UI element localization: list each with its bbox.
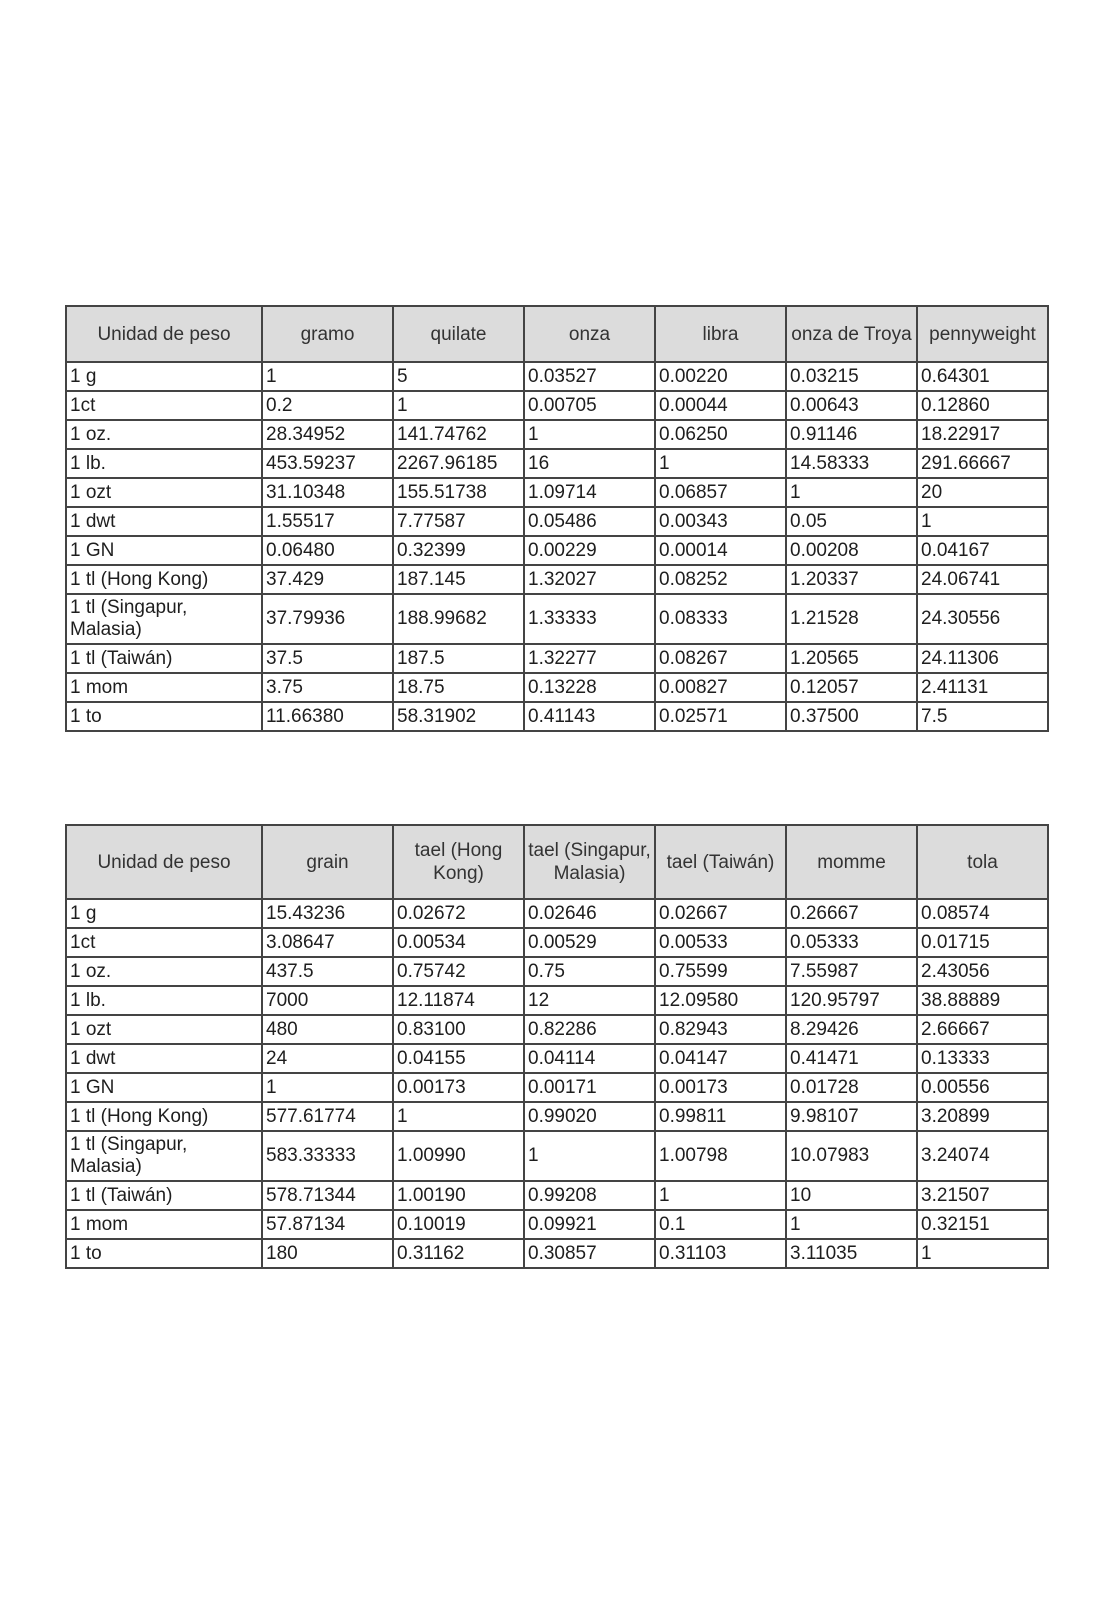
unit-label-cell: 1 dwt bbox=[66, 1044, 262, 1073]
header-row bbox=[66, 825, 1048, 899]
value-cell: 1 bbox=[524, 420, 655, 449]
unit-label-cell: 1 lb. bbox=[66, 449, 262, 478]
value-cell: 0.75742 bbox=[393, 957, 524, 986]
unit-label-cell: 1 tl (Taiwán) bbox=[66, 1181, 262, 1210]
value-cell: 0.10019 bbox=[393, 1210, 524, 1239]
value-cell: 0.00229 bbox=[524, 536, 655, 565]
value-cell: 0.00827 bbox=[655, 673, 786, 702]
column-header: tael (Singapur, Malasia) bbox=[524, 825, 655, 899]
value-cell: 0.03527 bbox=[524, 362, 655, 391]
value-cell: 180 bbox=[262, 1239, 393, 1268]
value-cell: 3.11035 bbox=[786, 1239, 917, 1268]
value-cell: 0.09921 bbox=[524, 1210, 655, 1239]
table-row bbox=[66, 928, 1048, 957]
value-cell: 58.31902 bbox=[393, 702, 524, 731]
unit-label-cell: 1ct bbox=[66, 928, 262, 957]
value-cell: 0.06250 bbox=[655, 420, 786, 449]
value-cell: 0.13228 bbox=[524, 673, 655, 702]
value-cell: 0.02672 bbox=[393, 899, 524, 928]
column-header: gramo bbox=[262, 306, 393, 362]
unit-label-cell: 1 oz. bbox=[66, 957, 262, 986]
table-row bbox=[66, 1073, 1048, 1102]
value-cell: 24.06741 bbox=[917, 565, 1048, 594]
value-cell: 0.75599 bbox=[655, 957, 786, 986]
value-cell: 37.429 bbox=[262, 565, 393, 594]
value-cell: 9.98107 bbox=[786, 1102, 917, 1131]
value-cell: 0.04114 bbox=[524, 1044, 655, 1073]
value-cell: 1.55517 bbox=[262, 507, 393, 536]
column-header: tael (Hong Kong) bbox=[393, 825, 524, 899]
value-cell: 1 bbox=[917, 507, 1048, 536]
value-cell: 0.02646 bbox=[524, 899, 655, 928]
table-row bbox=[66, 1015, 1048, 1044]
column-header: Unidad de peso bbox=[66, 825, 262, 899]
value-cell: 0.12057 bbox=[786, 673, 917, 702]
value-cell: 0.26667 bbox=[786, 899, 917, 928]
unit-label-cell: 1 oz. bbox=[66, 420, 262, 449]
value-cell: 0.30857 bbox=[524, 1239, 655, 1268]
value-cell: 11.66380 bbox=[262, 702, 393, 731]
unit-label-cell: 1 tl (Hong Kong) bbox=[66, 1102, 262, 1131]
unit-label-cell: 1 GN bbox=[66, 536, 262, 565]
unit-label-cell: 1 ozt bbox=[66, 478, 262, 507]
value-cell: 37.5 bbox=[262, 644, 393, 673]
column-header: tola bbox=[917, 825, 1048, 899]
value-cell: 24 bbox=[262, 1044, 393, 1073]
value-cell: 0.00643 bbox=[786, 391, 917, 420]
value-cell: 578.71344 bbox=[262, 1181, 393, 1210]
value-cell: 0.99811 bbox=[655, 1102, 786, 1131]
table-row bbox=[66, 1044, 1048, 1073]
table-row bbox=[66, 594, 1048, 644]
table-body bbox=[66, 362, 1048, 731]
value-cell: 38.88889 bbox=[917, 986, 1048, 1015]
value-cell: 10.07983 bbox=[786, 1131, 917, 1181]
table-row bbox=[66, 1210, 1048, 1239]
value-cell: 0.82943 bbox=[655, 1015, 786, 1044]
value-cell: 0.37500 bbox=[786, 702, 917, 731]
value-cell: 1 bbox=[655, 1181, 786, 1210]
value-cell: 1.32277 bbox=[524, 644, 655, 673]
value-cell: 291.66667 bbox=[917, 449, 1048, 478]
value-cell: 187.5 bbox=[393, 644, 524, 673]
value-cell: 0.08574 bbox=[917, 899, 1048, 928]
weight-conversion-table-1 bbox=[65, 305, 1049, 732]
value-cell: 7.5 bbox=[917, 702, 1048, 731]
value-cell: 1.09714 bbox=[524, 478, 655, 507]
value-cell: 12.09580 bbox=[655, 986, 786, 1015]
value-cell: 0.1 bbox=[655, 1210, 786, 1239]
value-cell: 0.05333 bbox=[786, 928, 917, 957]
value-cell: 16 bbox=[524, 449, 655, 478]
value-cell: 18.22917 bbox=[917, 420, 1048, 449]
value-cell: 3.75 bbox=[262, 673, 393, 702]
value-cell: 1.33333 bbox=[524, 594, 655, 644]
value-cell: 0.08267 bbox=[655, 644, 786, 673]
value-cell: 1 bbox=[524, 1131, 655, 1181]
value-cell: 5 bbox=[393, 362, 524, 391]
value-cell: 7000 bbox=[262, 986, 393, 1015]
value-cell: 0.04155 bbox=[393, 1044, 524, 1073]
table-row bbox=[66, 420, 1048, 449]
value-cell: 2.41131 bbox=[917, 673, 1048, 702]
value-cell: 0.00705 bbox=[524, 391, 655, 420]
weight-conversion-table-2 bbox=[65, 824, 1049, 1269]
value-cell: 0.00208 bbox=[786, 536, 917, 565]
value-cell: 0.91146 bbox=[786, 420, 917, 449]
value-cell: 0.03215 bbox=[786, 362, 917, 391]
value-cell: 1 bbox=[786, 478, 917, 507]
value-cell: 187.145 bbox=[393, 565, 524, 594]
unit-label-cell: 1 to bbox=[66, 702, 262, 731]
value-cell: 57.87134 bbox=[262, 1210, 393, 1239]
value-cell: 0.64301 bbox=[917, 362, 1048, 391]
unit-label-cell: 1 GN bbox=[66, 1073, 262, 1102]
value-cell: 0.00533 bbox=[655, 928, 786, 957]
value-cell: 0.04147 bbox=[655, 1044, 786, 1073]
column-header: grain bbox=[262, 825, 393, 899]
value-cell: 155.51738 bbox=[393, 478, 524, 507]
value-cell: 1 bbox=[262, 1073, 393, 1102]
table-row bbox=[66, 449, 1048, 478]
value-cell: 0.99208 bbox=[524, 1181, 655, 1210]
value-cell: 1.20565 bbox=[786, 644, 917, 673]
column-header: onza de Troya bbox=[786, 306, 917, 362]
unit-label-cell: 1 lb. bbox=[66, 986, 262, 1015]
value-cell: 0.08252 bbox=[655, 565, 786, 594]
value-cell: 0.02667 bbox=[655, 899, 786, 928]
column-header: pennyweight bbox=[917, 306, 1048, 362]
value-cell: 3.21507 bbox=[917, 1181, 1048, 1210]
unit-label-cell: 1 ozt bbox=[66, 1015, 262, 1044]
value-cell: 1 bbox=[655, 449, 786, 478]
value-cell: 188.99682 bbox=[393, 594, 524, 644]
table-header bbox=[66, 825, 1048, 899]
column-header: quilate bbox=[393, 306, 524, 362]
value-cell: 0.83100 bbox=[393, 1015, 524, 1044]
value-cell: 0.04167 bbox=[917, 536, 1048, 565]
value-cell: 1 bbox=[786, 1210, 917, 1239]
value-cell: 437.5 bbox=[262, 957, 393, 986]
value-cell: 0.06480 bbox=[262, 536, 393, 565]
value-cell: 0.01728 bbox=[786, 1073, 917, 1102]
value-cell: 583.33333 bbox=[262, 1131, 393, 1181]
value-cell: 141.74762 bbox=[393, 420, 524, 449]
column-header: libra bbox=[655, 306, 786, 362]
unit-label-cell: 1 to bbox=[66, 1239, 262, 1268]
value-cell: 0.00529 bbox=[524, 928, 655, 957]
value-cell: 0.00556 bbox=[917, 1073, 1048, 1102]
value-cell: 0.06857 bbox=[655, 478, 786, 507]
unit-label-cell: 1 dwt bbox=[66, 507, 262, 536]
value-cell: 10 bbox=[786, 1181, 917, 1210]
value-cell: 0.00220 bbox=[655, 362, 786, 391]
value-cell: 20 bbox=[917, 478, 1048, 507]
value-cell: 8.29426 bbox=[786, 1015, 917, 1044]
value-cell: 0.00173 bbox=[655, 1073, 786, 1102]
value-cell: 2.66667 bbox=[917, 1015, 1048, 1044]
value-cell: 577.61774 bbox=[262, 1102, 393, 1131]
value-cell: 0.00534 bbox=[393, 928, 524, 957]
value-cell: 18.75 bbox=[393, 673, 524, 702]
unit-label-cell: 1 tl (Taiwán) bbox=[66, 644, 262, 673]
table-row bbox=[66, 957, 1048, 986]
value-cell: 15.43236 bbox=[262, 899, 393, 928]
value-cell: 3.24074 bbox=[917, 1131, 1048, 1181]
value-cell: 2.43056 bbox=[917, 957, 1048, 986]
column-header: tael (Taiwán) bbox=[655, 825, 786, 899]
value-cell: 0.05486 bbox=[524, 507, 655, 536]
value-cell: 12.11874 bbox=[393, 986, 524, 1015]
table-row bbox=[66, 565, 1048, 594]
value-cell: 0.31103 bbox=[655, 1239, 786, 1268]
value-cell: 1.20337 bbox=[786, 565, 917, 594]
unit-label-cell: 1 mom bbox=[66, 1210, 262, 1239]
value-cell: 0.12860 bbox=[917, 391, 1048, 420]
value-cell: 1 bbox=[917, 1239, 1048, 1268]
value-cell: 0.99020 bbox=[524, 1102, 655, 1131]
table-row bbox=[66, 1181, 1048, 1210]
value-cell: 0.05 bbox=[786, 507, 917, 536]
table-row bbox=[66, 986, 1048, 1015]
value-cell: 453.59237 bbox=[262, 449, 393, 478]
unit-label-cell: 1 g bbox=[66, 362, 262, 391]
value-cell: 31.10348 bbox=[262, 478, 393, 507]
value-cell: 0.00173 bbox=[393, 1073, 524, 1102]
column-header: Unidad de peso bbox=[66, 306, 262, 362]
value-cell: 1.00798 bbox=[655, 1131, 786, 1181]
value-cell: 1.00190 bbox=[393, 1181, 524, 1210]
value-cell: 0.00014 bbox=[655, 536, 786, 565]
table-row bbox=[66, 362, 1048, 391]
table-row bbox=[66, 1239, 1048, 1268]
value-cell: 14.58333 bbox=[786, 449, 917, 478]
table-row bbox=[66, 673, 1048, 702]
value-cell: 1.00990 bbox=[393, 1131, 524, 1181]
value-cell: 28.34952 bbox=[262, 420, 393, 449]
value-cell: 3.08647 bbox=[262, 928, 393, 957]
value-cell: 0.82286 bbox=[524, 1015, 655, 1044]
table-row bbox=[66, 536, 1048, 565]
unit-label-cell: 1ct bbox=[66, 391, 262, 420]
value-cell: 24.11306 bbox=[917, 644, 1048, 673]
table-row bbox=[66, 702, 1048, 731]
value-cell: 1 bbox=[262, 362, 393, 391]
value-cell: 0.13333 bbox=[917, 1044, 1048, 1073]
value-cell: 0.32399 bbox=[393, 536, 524, 565]
value-cell: 0.00044 bbox=[655, 391, 786, 420]
table-row bbox=[66, 1131, 1048, 1181]
unit-label-cell: 1 tl (Singapur, Malasia) bbox=[66, 1131, 262, 1181]
table-header bbox=[66, 306, 1048, 362]
value-cell: 0.32151 bbox=[917, 1210, 1048, 1239]
table-row bbox=[66, 1102, 1048, 1131]
value-cell: 1 bbox=[393, 1102, 524, 1131]
value-cell: 7.77587 bbox=[393, 507, 524, 536]
value-cell: 480 bbox=[262, 1015, 393, 1044]
value-cell: 2267.96185 bbox=[393, 449, 524, 478]
table-row bbox=[66, 478, 1048, 507]
value-cell: 0.2 bbox=[262, 391, 393, 420]
table-row bbox=[66, 391, 1048, 420]
value-cell: 0.00343 bbox=[655, 507, 786, 536]
value-cell: 0.75 bbox=[524, 957, 655, 986]
value-cell: 1 bbox=[393, 391, 524, 420]
value-cell: 0.02571 bbox=[655, 702, 786, 731]
unit-label-cell: 1 tl (Singapur, Malasia) bbox=[66, 594, 262, 644]
table-row bbox=[66, 899, 1048, 928]
value-cell: 7.55987 bbox=[786, 957, 917, 986]
value-cell: 120.95797 bbox=[786, 986, 917, 1015]
value-cell: 3.20899 bbox=[917, 1102, 1048, 1131]
unit-label-cell: 1 tl (Hong Kong) bbox=[66, 565, 262, 594]
value-cell: 0.00171 bbox=[524, 1073, 655, 1102]
value-cell: 0.31162 bbox=[393, 1239, 524, 1268]
unit-label-cell: 1 g bbox=[66, 899, 262, 928]
value-cell: 1.32027 bbox=[524, 565, 655, 594]
value-cell: 0.41143 bbox=[524, 702, 655, 731]
unit-label-cell: 1 mom bbox=[66, 673, 262, 702]
value-cell: 0.08333 bbox=[655, 594, 786, 644]
value-cell: 12 bbox=[524, 986, 655, 1015]
column-header: onza bbox=[524, 306, 655, 362]
value-cell: 0.01715 bbox=[917, 928, 1048, 957]
table-row bbox=[66, 644, 1048, 673]
value-cell: 1.21528 bbox=[786, 594, 917, 644]
value-cell: 37.79936 bbox=[262, 594, 393, 644]
value-cell: 24.30556 bbox=[917, 594, 1048, 644]
value-cell: 0.41471 bbox=[786, 1044, 917, 1073]
table-body bbox=[66, 899, 1048, 1268]
column-header: momme bbox=[786, 825, 917, 899]
table-row bbox=[66, 507, 1048, 536]
header-row bbox=[66, 306, 1048, 362]
